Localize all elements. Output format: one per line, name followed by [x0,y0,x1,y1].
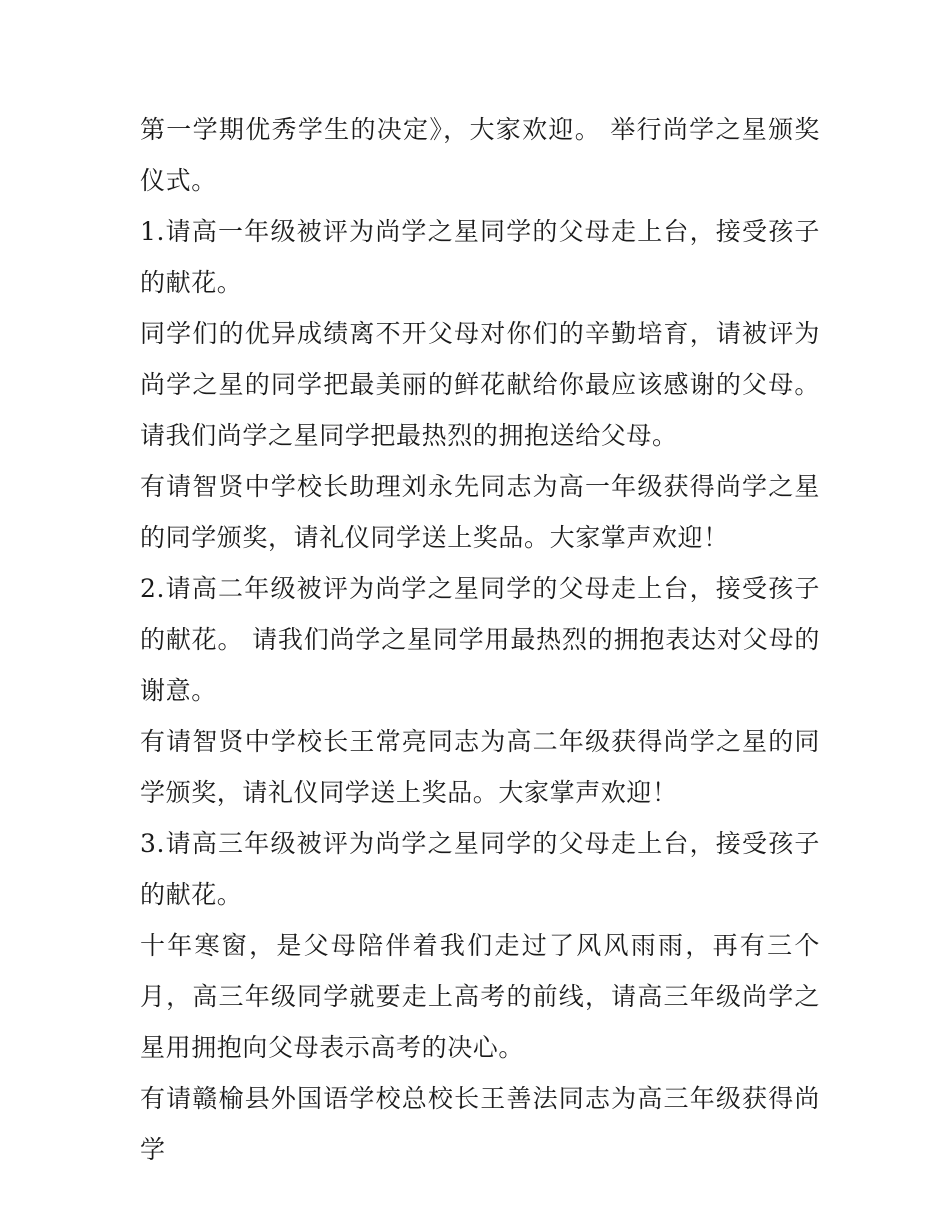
paragraph-gratitude-flowers: 同学们的优异成绩离不开父母对你们的辛勤培育，请被评为尚学之星的同学把最美丽的鲜花献给你最应该感谢的父母。请我们尚学之星同学把最热烈的拥抱送给父母。 [140,319,820,450]
paragraph-ceremony-intro: 第一学期优秀学生的决定》，大家欢迎。 举行尚学之星颁奖仪式。 [140,115,820,195]
paragraph-exam-resolve: 十年寒窗，是父母陪伴着我们走过了风风雨雨，再有三个月，高三年级同学就要走上高考的前线，请高三年级尚学之星用拥抱向父母表示高考的决心。 [140,931,820,1062]
paragraph-grade-one-award: 有请智贤中学校长助理刘永先同志为高一年级获得尚学之星的同学颁奖，请礼仪同学送上奖品。大家掌声欢迎！ [140,472,820,552]
document-body [140,104,820,1175]
paragraph-grade-two-award: 有请智贤中学校长王常亮同志为高二年级获得尚学之星的同学颁奖，请礼仪同学送上奖品。大家掌声欢迎！ [140,727,820,807]
paragraph-grade-three-parents: 3.请高三年级被评为尚学之星同学的父母走上台，接受孩子的献花。 [140,829,820,909]
paragraph-grade-three-award: 有请赣榆县外国语学校总校长王善法同志为高三年级获得尚学 [140,1084,820,1164]
paragraph-grade-two-parents: 2.请高二年级被评为尚学之星同学的父母走上台，接受孩子的献花。 请我们尚学之星同学用最热烈的拥抱表达对父母的谢意。 [140,574,820,705]
paragraph-grade-one-parents: 1.请高一年级被评为尚学之星同学的父母走上台，接受孩子的献花。 [140,217,820,297]
